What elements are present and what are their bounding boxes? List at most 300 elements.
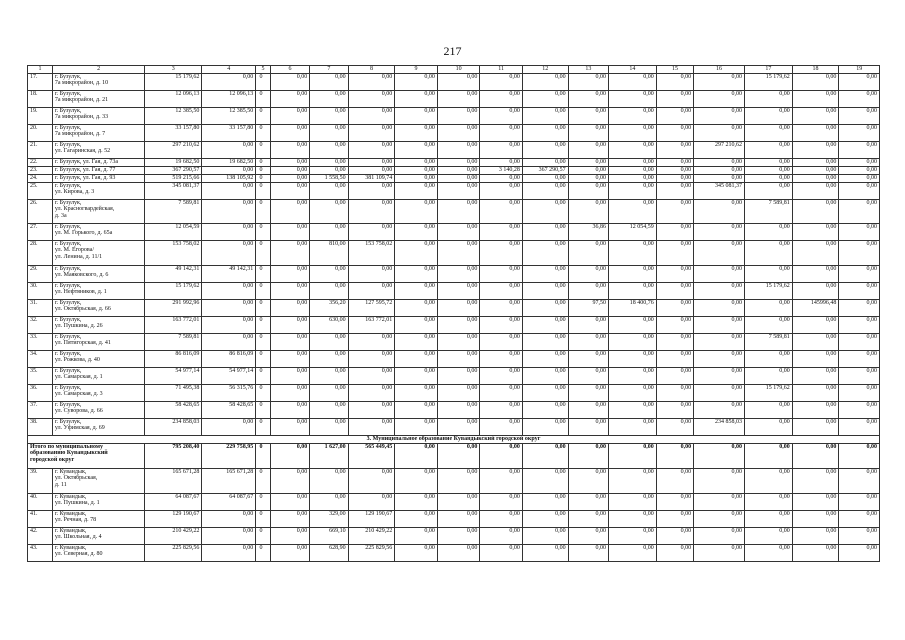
cell-col-11: 0,00 bbox=[480, 368, 523, 385]
cell-col-11: 0,00 bbox=[480, 300, 523, 317]
table-row bbox=[28, 266, 880, 283]
cell-col-5: 0 bbox=[256, 334, 271, 351]
address-cell: г. Кувандык, ул. Речная, д. 78 bbox=[52, 511, 144, 528]
cell-col-7: 0,00 bbox=[310, 224, 348, 241]
address-cell: г. Бузулук, ул. М. Горького, д. 65а bbox=[52, 224, 144, 241]
cell-col-12: 0,00 bbox=[522, 108, 568, 125]
cell-col-10: 0,00 bbox=[437, 528, 480, 545]
cell-col-3: 7 589,81 bbox=[145, 200, 202, 224]
cell-col-5: 0 bbox=[256, 368, 271, 385]
total-col-15: 0,00 bbox=[656, 444, 693, 469]
cell-col-5: 0 bbox=[256, 385, 271, 402]
cell-col-15: 0,00 bbox=[656, 125, 693, 142]
cell-col-15: 0,00 bbox=[656, 494, 693, 511]
cell-col-12: 0,00 bbox=[522, 200, 568, 224]
cell-col-19: 0,00 bbox=[839, 545, 880, 562]
cell-col-4: 0,00 bbox=[202, 511, 256, 528]
cell-col-15: 0,00 bbox=[656, 351, 693, 368]
cell-col-11: 0,00 bbox=[480, 266, 523, 283]
cell-col-5: 0 bbox=[256, 200, 271, 224]
table-row bbox=[28, 351, 880, 368]
cell-col-16: 0,00 bbox=[694, 528, 745, 545]
cell-col-6: 0,00 bbox=[270, 545, 309, 562]
column-number-15: 15 bbox=[656, 66, 693, 74]
cell-col-9: 0,00 bbox=[395, 545, 438, 562]
cell-col-13: 0,00 bbox=[568, 545, 608, 562]
cell-col-13: 0,00 bbox=[568, 142, 608, 159]
cell-col-7: 0,00 bbox=[310, 200, 348, 224]
cell-col-16: 234 858,03 bbox=[694, 419, 745, 436]
cell-col-3: 12 054,59 bbox=[145, 224, 202, 241]
total-col-8: 565 449,45 bbox=[348, 444, 395, 469]
cell-col-12: 0,00 bbox=[522, 469, 568, 494]
row-number: 29. bbox=[28, 266, 53, 283]
cell-col-17: 0,00 bbox=[744, 511, 792, 528]
table-row bbox=[28, 142, 880, 159]
cell-col-6: 0,00 bbox=[270, 511, 309, 528]
cell-col-3: 71 495,38 bbox=[145, 385, 202, 402]
cell-col-13: 0,00 bbox=[568, 511, 608, 528]
cell-col-11: 0,00 bbox=[480, 108, 523, 125]
cell-col-4: 19 682,50 bbox=[202, 159, 256, 167]
table-row bbox=[28, 74, 880, 91]
cell-col-8: 0,00 bbox=[348, 74, 395, 91]
cell-col-11: 0,00 bbox=[480, 142, 523, 159]
cell-col-9: 0,00 bbox=[395, 469, 438, 494]
cell-col-6: 0,00 bbox=[270, 419, 309, 436]
cell-col-18: 0,00 bbox=[792, 167, 839, 175]
cell-col-14: 0,00 bbox=[609, 528, 657, 545]
cell-col-5: 0 bbox=[256, 494, 271, 511]
address-cell: г. Бузулук, 7а микрорайон, д. 21 bbox=[52, 91, 144, 108]
cell-col-10: 0,00 bbox=[437, 167, 480, 175]
cell-col-5: 0 bbox=[256, 142, 271, 159]
cell-col-15: 0,00 bbox=[656, 183, 693, 200]
cell-col-15: 0,00 bbox=[656, 200, 693, 224]
cell-col-15: 0,00 bbox=[656, 528, 693, 545]
cell-col-18: 0,00 bbox=[792, 511, 839, 528]
cell-col-17: 0,00 bbox=[744, 175, 792, 183]
cell-col-4: 0,00 bbox=[202, 334, 256, 351]
row-number: 22. bbox=[28, 159, 53, 167]
cell-col-3: 15 179,62 bbox=[145, 74, 202, 91]
total-col-16: 0,00 bbox=[694, 444, 745, 469]
cell-col-9: 0,00 bbox=[395, 175, 438, 183]
cell-col-8: 0,00 bbox=[348, 402, 395, 419]
cell-col-11: 3 140,28 bbox=[480, 167, 523, 175]
cell-col-11: 0,00 bbox=[480, 528, 523, 545]
total-col-6: 0,00 bbox=[270, 444, 309, 469]
cell-col-6: 0,00 bbox=[270, 183, 309, 200]
cell-col-17: 0,00 bbox=[744, 419, 792, 436]
table-row bbox=[28, 108, 880, 125]
cell-col-10: 0,00 bbox=[437, 91, 480, 108]
cell-col-7: 810,00 bbox=[310, 241, 348, 266]
cell-col-17: 0,00 bbox=[744, 142, 792, 159]
cell-col-4: 0,00 bbox=[202, 283, 256, 300]
cell-col-14: 0,00 bbox=[609, 74, 657, 91]
cell-col-12: 0,00 bbox=[522, 334, 568, 351]
cell-col-3: 519 215,66 bbox=[145, 175, 202, 183]
cell-col-10: 0,00 bbox=[437, 317, 480, 334]
cell-col-15: 0,00 bbox=[656, 74, 693, 91]
cell-col-12: 0,00 bbox=[522, 74, 568, 91]
address-cell: г. Бузулук, ул. М. Егорова/ ул. Ленина, д. 11/1 bbox=[52, 241, 144, 266]
cell-col-7: 0,00 bbox=[310, 183, 348, 200]
column-number-14: 14 bbox=[609, 66, 657, 74]
cell-col-7: 0,00 bbox=[310, 142, 348, 159]
cell-col-7: 329,00 bbox=[310, 511, 348, 528]
row-number: 40. bbox=[28, 494, 53, 511]
cell-col-10: 0,00 bbox=[437, 469, 480, 494]
total-col-13: 0,00 bbox=[568, 444, 608, 469]
cell-col-16: 0,00 bbox=[694, 469, 745, 494]
cell-col-15: 0,00 bbox=[656, 317, 693, 334]
table-row bbox=[28, 368, 880, 385]
cell-col-16: 345 081,37 bbox=[694, 183, 745, 200]
cell-col-15: 0,00 bbox=[656, 545, 693, 562]
cell-col-17: 0,00 bbox=[744, 545, 792, 562]
cell-col-5: 0 bbox=[256, 283, 271, 300]
cell-col-18: 0,00 bbox=[792, 159, 839, 167]
cell-col-12: 0,00 bbox=[522, 266, 568, 283]
cell-col-18: 0,00 bbox=[792, 419, 839, 436]
cell-col-10: 0,00 bbox=[437, 300, 480, 317]
cell-col-13: 0,00 bbox=[568, 317, 608, 334]
cell-col-18: 0,00 bbox=[792, 200, 839, 224]
cell-col-6: 0,00 bbox=[270, 528, 309, 545]
cell-col-14: 0,00 bbox=[609, 469, 657, 494]
cell-col-13: 0,00 bbox=[568, 528, 608, 545]
cell-col-9: 0,00 bbox=[395, 334, 438, 351]
cell-col-8: 0,00 bbox=[348, 142, 395, 159]
cell-col-13: 0,00 bbox=[568, 125, 608, 142]
cell-col-14: 0,00 bbox=[609, 125, 657, 142]
column-number-16: 16 bbox=[694, 66, 745, 74]
cell-col-13: 0,00 bbox=[568, 385, 608, 402]
cell-col-5: 0 bbox=[256, 266, 271, 283]
address-cell: г. Бузулук, ул. Гагаринская, д. 52 bbox=[52, 142, 144, 159]
cell-col-8: 0,00 bbox=[348, 200, 395, 224]
cell-col-10: 0,00 bbox=[437, 385, 480, 402]
table-row bbox=[28, 511, 880, 528]
cell-col-8: 0,00 bbox=[348, 108, 395, 125]
cell-col-14: 0,00 bbox=[609, 419, 657, 436]
cell-col-4: 0,00 bbox=[202, 224, 256, 241]
cell-col-18: 0,00 bbox=[792, 368, 839, 385]
cell-col-10: 0,00 bbox=[437, 175, 480, 183]
cell-col-18: 0,00 bbox=[792, 334, 839, 351]
cell-col-7: 0,00 bbox=[310, 419, 348, 436]
cell-col-11: 0,00 bbox=[480, 159, 523, 167]
total-col-10: 0,00 bbox=[437, 444, 480, 469]
cell-col-16: 0,00 bbox=[694, 368, 745, 385]
cell-col-14: 0,00 bbox=[609, 385, 657, 402]
cell-col-8: 0,00 bbox=[348, 183, 395, 200]
cell-col-3: 12 096,13 bbox=[145, 91, 202, 108]
cell-col-6: 0,00 bbox=[270, 167, 309, 175]
cell-col-15: 0,00 bbox=[656, 300, 693, 317]
column-number-5: 5 bbox=[256, 66, 271, 74]
cell-col-3: 12 385,50 bbox=[145, 108, 202, 125]
cell-col-4: 58 428,65 bbox=[202, 402, 256, 419]
cell-col-9: 0,00 bbox=[395, 74, 438, 91]
total-label: Итого по муниципальному образованию Кувандыкский городской округ bbox=[28, 444, 145, 469]
cell-col-19: 0,00 bbox=[839, 419, 880, 436]
cell-col-5: 0 bbox=[256, 300, 271, 317]
cell-col-14: 0,00 bbox=[609, 545, 657, 562]
cell-col-19: 0,00 bbox=[839, 167, 880, 175]
cell-col-19: 0,00 bbox=[839, 183, 880, 200]
cell-col-5: 0 bbox=[256, 402, 271, 419]
table-row bbox=[28, 334, 880, 351]
cell-col-16: 0,00 bbox=[694, 494, 745, 511]
cell-col-6: 0,00 bbox=[270, 142, 309, 159]
cell-col-19: 0,00 bbox=[839, 200, 880, 224]
cell-col-7: 1 558,50 bbox=[310, 175, 348, 183]
cell-col-12: 0,00 bbox=[522, 402, 568, 419]
cell-col-17: 0,00 bbox=[744, 266, 792, 283]
cell-col-17: 0,00 bbox=[744, 159, 792, 167]
row-number: 31. bbox=[28, 300, 53, 317]
cell-col-19: 0,00 bbox=[839, 91, 880, 108]
cell-col-16: 0,00 bbox=[694, 300, 745, 317]
cell-col-8: 0,00 bbox=[348, 351, 395, 368]
table-row bbox=[28, 183, 880, 200]
cell-col-9: 0,00 bbox=[395, 283, 438, 300]
address-cell: г. Бузулук, ул. Рожкова, д. 40 bbox=[52, 351, 144, 368]
cell-col-17: 0,00 bbox=[744, 351, 792, 368]
cell-col-14: 12 054,59 bbox=[609, 224, 657, 241]
cell-col-9: 0,00 bbox=[395, 494, 438, 511]
cell-col-12: 0,00 bbox=[522, 175, 568, 183]
row-number: 37. bbox=[28, 402, 53, 419]
cell-col-9: 0,00 bbox=[395, 511, 438, 528]
cell-col-8: 153 758,02 bbox=[348, 241, 395, 266]
cell-col-18: 0,00 bbox=[792, 108, 839, 125]
cell-col-7: 356,20 bbox=[310, 300, 348, 317]
row-number: 36. bbox=[28, 385, 53, 402]
cell-col-16: 0,00 bbox=[694, 167, 745, 175]
address-cell: г. Бузулук, ул. Пушкина, д. 26 bbox=[52, 317, 144, 334]
total-col-14: 0,00 bbox=[609, 444, 657, 469]
cell-col-9: 0,00 bbox=[395, 351, 438, 368]
cell-col-5: 0 bbox=[256, 108, 271, 125]
table-row bbox=[28, 241, 880, 266]
row-number: 23. bbox=[28, 167, 53, 175]
cell-col-6: 0,00 bbox=[270, 74, 309, 91]
cell-col-17: 0,00 bbox=[744, 402, 792, 419]
cell-col-3: 153 758,02 bbox=[145, 241, 202, 266]
cell-col-3: 297 210,62 bbox=[145, 142, 202, 159]
cell-col-10: 0,00 bbox=[437, 334, 480, 351]
cell-col-14: 0,00 bbox=[609, 266, 657, 283]
cell-col-4: 86 816,09 bbox=[202, 351, 256, 368]
cell-col-5: 0 bbox=[256, 511, 271, 528]
cell-col-4: 33 157,80 bbox=[202, 125, 256, 142]
cell-col-6: 0,00 bbox=[270, 108, 309, 125]
cell-col-16: 0,00 bbox=[694, 334, 745, 351]
cell-col-4: 64 087,67 bbox=[202, 494, 256, 511]
cell-col-18: 0,00 bbox=[792, 74, 839, 91]
cell-col-3: 19 682,50 bbox=[145, 159, 202, 167]
cell-col-12: 0,00 bbox=[522, 283, 568, 300]
cell-col-8: 0,00 bbox=[348, 419, 395, 436]
cell-col-3: 367 290,57 bbox=[145, 167, 202, 175]
cell-col-13: 0,00 bbox=[568, 241, 608, 266]
cell-col-8: 0,00 bbox=[348, 159, 395, 167]
row-number: 21. bbox=[28, 142, 53, 159]
cell-col-3: 15 179,62 bbox=[145, 283, 202, 300]
cell-col-3: 7 589,81 bbox=[145, 334, 202, 351]
cell-col-13: 0,00 bbox=[568, 402, 608, 419]
cell-col-14: 0,00 bbox=[609, 283, 657, 300]
cell-col-19: 0,00 bbox=[839, 224, 880, 241]
cell-col-7: 0,00 bbox=[310, 283, 348, 300]
column-number-3: 3 bbox=[145, 66, 202, 74]
cell-col-5: 0 bbox=[256, 528, 271, 545]
total-col-12: 0,00 bbox=[522, 444, 568, 469]
cell-col-15: 0,00 bbox=[656, 266, 693, 283]
cell-col-7: 0,00 bbox=[310, 159, 348, 167]
address-cell: г. Бузулук, ул. Кирова, д. 3 bbox=[52, 183, 144, 200]
cell-col-12: 0,00 bbox=[522, 183, 568, 200]
cell-col-13: 0,00 bbox=[568, 283, 608, 300]
cell-col-6: 0,00 bbox=[270, 300, 309, 317]
cell-col-18: 0,00 bbox=[792, 224, 839, 241]
cell-col-16: 0,00 bbox=[694, 91, 745, 108]
cell-col-6: 0,00 bbox=[270, 334, 309, 351]
row-number: 27. bbox=[28, 224, 53, 241]
cell-col-19: 0,00 bbox=[839, 334, 880, 351]
table-row bbox=[28, 300, 880, 317]
address-cell: г. Бузулук, ул. Октябрьская, д. 66 bbox=[52, 300, 144, 317]
table-row bbox=[28, 528, 880, 545]
column-number-8: 8 bbox=[348, 66, 395, 74]
cell-col-12: 0,00 bbox=[522, 159, 568, 167]
cell-col-17: 15 179,62 bbox=[744, 283, 792, 300]
cell-col-13: 0,00 bbox=[568, 159, 608, 167]
cell-col-7: 0,00 bbox=[310, 469, 348, 494]
cell-col-7: 0,00 bbox=[310, 266, 348, 283]
cell-col-18: 0,00 bbox=[792, 91, 839, 108]
cell-col-14: 0,00 bbox=[609, 511, 657, 528]
cell-col-11: 0,00 bbox=[480, 183, 523, 200]
row-number: 35. bbox=[28, 368, 53, 385]
row-number: 18. bbox=[28, 91, 53, 108]
cell-col-3: 234 858,03 bbox=[145, 419, 202, 436]
cell-col-8: 0,00 bbox=[348, 368, 395, 385]
cell-col-17: 15 179,62 bbox=[744, 74, 792, 91]
cell-col-15: 0,00 bbox=[656, 469, 693, 494]
cell-col-16: 0,00 bbox=[694, 200, 745, 224]
cell-col-6: 0,00 bbox=[270, 175, 309, 183]
cell-col-4: 0,00 bbox=[202, 142, 256, 159]
cell-col-4: 0,00 bbox=[202, 167, 256, 175]
cell-col-10: 0,00 bbox=[437, 224, 480, 241]
cell-col-5: 0 bbox=[256, 74, 271, 91]
cell-col-12: 0,00 bbox=[522, 224, 568, 241]
cell-col-8: 0,00 bbox=[348, 266, 395, 283]
cell-col-15: 0,00 bbox=[656, 224, 693, 241]
cell-col-16: 0,00 bbox=[694, 402, 745, 419]
cell-col-12: 0,00 bbox=[522, 351, 568, 368]
cell-col-4: 0,00 bbox=[202, 419, 256, 436]
address-cell: г. Кувандык, ул. Северная, д. 80 bbox=[52, 545, 144, 562]
cell-col-19: 0,00 bbox=[839, 402, 880, 419]
cell-col-19: 0,00 bbox=[839, 283, 880, 300]
cell-col-18: 0,00 bbox=[792, 494, 839, 511]
cell-col-16: 0,00 bbox=[694, 283, 745, 300]
cell-col-15: 0,00 bbox=[656, 419, 693, 436]
address-cell: г. Бузулук, ул. Самарская, д. 3 bbox=[52, 385, 144, 402]
cell-col-4: 12 385,50 bbox=[202, 108, 256, 125]
cell-col-13: 0,00 bbox=[568, 167, 608, 175]
cell-col-19: 0,00 bbox=[839, 241, 880, 266]
cell-col-10: 0,00 bbox=[437, 494, 480, 511]
row-number: 30. bbox=[28, 283, 53, 300]
cell-col-14: 0,00 bbox=[609, 91, 657, 108]
cell-col-6: 0,00 bbox=[270, 317, 309, 334]
cell-col-15: 0,00 bbox=[656, 368, 693, 385]
cell-col-11: 0,00 bbox=[480, 74, 523, 91]
cell-col-10: 0,00 bbox=[437, 74, 480, 91]
cell-col-7: 0,00 bbox=[310, 351, 348, 368]
cell-col-11: 0,00 bbox=[480, 494, 523, 511]
address-cell: г. Кувандык, ул. Пушкина, д. 1 bbox=[52, 494, 144, 511]
cell-col-11: 0,00 bbox=[480, 125, 523, 142]
cell-col-15: 0,00 bbox=[656, 334, 693, 351]
cell-col-9: 0,00 bbox=[395, 241, 438, 266]
cell-col-10: 0,00 bbox=[437, 545, 480, 562]
address-cell: г. Кувандык, ул. Школьная, д. 4 bbox=[52, 528, 144, 545]
total-col-3: 795 208,40 bbox=[145, 444, 202, 469]
cell-col-5: 0 bbox=[256, 159, 271, 167]
cell-col-3: 163 772,01 bbox=[145, 317, 202, 334]
row-number: 39. bbox=[28, 469, 53, 494]
table-row bbox=[28, 469, 880, 494]
cell-col-10: 0,00 bbox=[437, 142, 480, 159]
row-number: 25. bbox=[28, 183, 53, 200]
cell-col-16: 0,00 bbox=[694, 74, 745, 91]
row-number: 24. bbox=[28, 175, 53, 183]
cell-col-4: 56 315,76 bbox=[202, 385, 256, 402]
cell-col-12: 0,00 bbox=[522, 142, 568, 159]
cell-col-7: 0,00 bbox=[310, 108, 348, 125]
cell-col-19: 0,00 bbox=[839, 266, 880, 283]
cell-col-4: 49 142,31 bbox=[202, 266, 256, 283]
cell-col-3: 165 671,28 bbox=[145, 469, 202, 494]
cell-col-17: 0,00 bbox=[744, 167, 792, 175]
cell-col-17: 0,00 bbox=[744, 494, 792, 511]
total-col-7: 1 627,00 bbox=[310, 444, 348, 469]
row-number: 41. bbox=[28, 511, 53, 528]
cell-col-13: 0,00 bbox=[568, 175, 608, 183]
cell-col-9: 0,00 bbox=[395, 159, 438, 167]
cell-col-9: 0,00 bbox=[395, 142, 438, 159]
cell-col-18: 0,00 bbox=[792, 317, 839, 334]
cell-col-4: 0,00 bbox=[202, 545, 256, 562]
total-col-5: 0 bbox=[256, 444, 271, 469]
total-col-11: 0,00 bbox=[480, 444, 523, 469]
total-col-19: 0,00 bbox=[839, 444, 880, 469]
row-number: 17. bbox=[28, 74, 53, 91]
column-number-9: 9 bbox=[395, 66, 438, 74]
cell-col-12: 0,00 bbox=[522, 528, 568, 545]
cell-col-19: 0,00 bbox=[839, 511, 880, 528]
table-row bbox=[28, 385, 880, 402]
cell-col-16: 0,00 bbox=[694, 175, 745, 183]
